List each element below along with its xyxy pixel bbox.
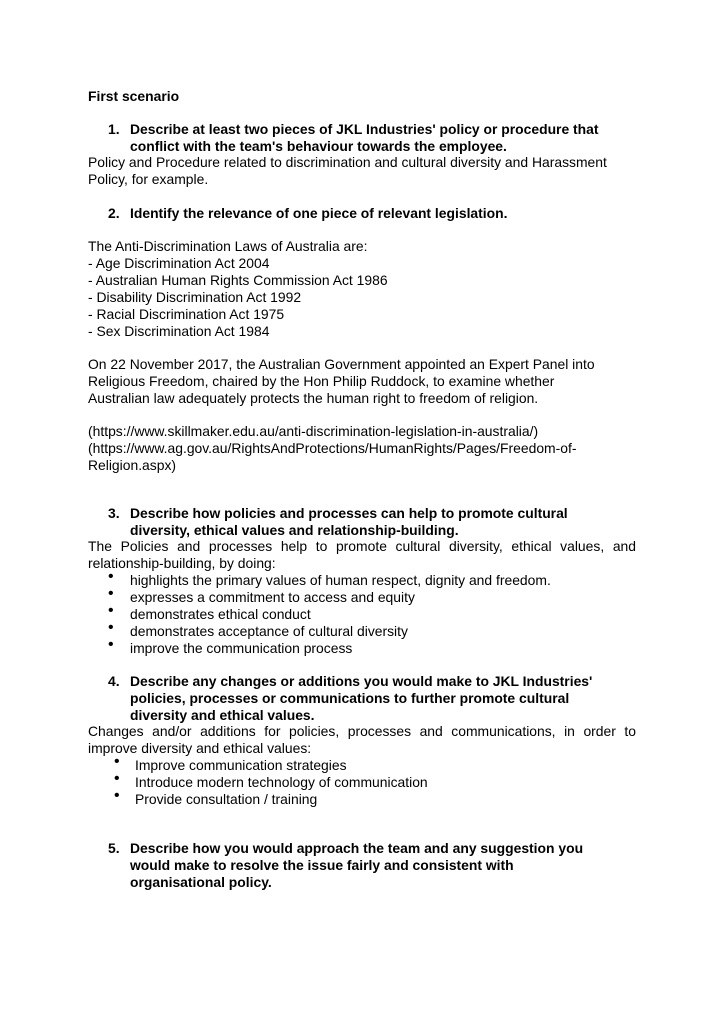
bullet-icon: • — [108, 636, 114, 653]
scenario-heading: First scenario — [88, 88, 180, 104]
list-item: - Australian Human Rights Commission Act 1986 — [88, 271, 388, 288]
answer-line: Changes and/or additions for policies, processes and communications, in order to — [88, 723, 636, 739]
question-line: policies, processes or communications to further promote cultural — [130, 689, 570, 706]
bullet-text: demonstrates acceptance of cultural diversity — [130, 623, 408, 639]
answer-line: improve diversity and ethical values: — [88, 739, 312, 756]
question-number: 2. — [108, 205, 120, 221]
question-line: would make to resolve the issue fairly and consistent with — [130, 856, 514, 873]
question-line: conflict with the team's behaviour towards the employee. — [130, 137, 507, 154]
answer-line: Policy and Procedure related to discrimination and cultural diversity and Harassment — [88, 154, 607, 170]
bullet-icon: • — [108, 585, 114, 602]
list-item: - Disability Discrimination Act 1992 — [88, 288, 302, 305]
answer-1 — [88, 154, 636, 188]
expert-panel-paragraph — [88, 356, 636, 407]
question-line: Describe any changes or additions you would make to JKL Industries' — [130, 673, 593, 689]
question-line: Describe how policies and processes can help to promote cultural — [130, 505, 568, 521]
legislation-list — [88, 238, 636, 339]
bullet-icon: • — [114, 753, 120, 770]
answer-line: relationship-building, by doing: — [88, 554, 276, 571]
references — [88, 423, 636, 474]
question-1 — [108, 121, 636, 155]
bullet-text: highlights the primary values of human respect, dignity and freedom. — [130, 572, 551, 588]
answer-line: Policy, for example. — [88, 170, 209, 187]
bullet-text: improve the communication process — [130, 640, 353, 656]
answer-4 — [88, 723, 636, 757]
question-line: diversity, ethical values and relationship-building. — [130, 521, 459, 538]
reference-line: (https://www.ag.gov.au/RightsAndProtections/HumanRights/Pages/Freedom-of- — [88, 439, 577, 456]
list-item: - Racial Discrimination Act 1975 — [88, 305, 285, 322]
question-number: 3. — [108, 505, 120, 521]
question-line: organisational policy. — [130, 873, 272, 890]
bullet-icon: • — [108, 602, 114, 619]
question-number: 4. — [108, 673, 120, 689]
question-2 — [108, 205, 636, 222]
paragraph-line: Religious Freedom, chaired by the Hon Philip Ruddock, to examine whether — [88, 372, 555, 389]
bullet-text: demonstrates ethical conduct — [130, 606, 311, 622]
question-3 — [108, 505, 636, 539]
bullet-icon: • — [108, 619, 114, 636]
bullet-icon: • — [114, 787, 120, 804]
question-5 — [108, 840, 636, 891]
question-4 — [108, 673, 636, 724]
question-number: 1. — [108, 121, 120, 137]
list-item: - Sex Discrimination Act 1984 — [88, 322, 270, 339]
bullet-text: Introduce modern technology of communication — [135, 774, 428, 790]
answer-3 — [88, 538, 636, 572]
question-number: 5. — [108, 840, 120, 856]
bullet-text: Improve communication strategies — [135, 757, 347, 773]
question-line: Describe at least two pieces of JKL Industries' policy or procedure that — [130, 121, 599, 137]
paragraph-line: Australian law adequately protects the human right to freedom of religion. — [88, 389, 539, 406]
reference-line: Religion.aspx) — [88, 456, 177, 473]
bullet-icon: • — [114, 770, 120, 787]
paragraph-line: On 22 November 2017, the Australian Government appointed an Expert Panel into — [88, 356, 595, 372]
list-intro: The Anti-Discrimination Laws of Australia are: — [88, 238, 368, 254]
reference-line: (https://www.skillmaker.edu.au/anti-discrimination-legislation-in-australia/) — [88, 423, 539, 439]
bullet-icon: • — [108, 568, 114, 585]
question-line: Describe how you would approach the team and any suggestion you — [130, 840, 584, 856]
question-line: diversity and ethical values. — [130, 706, 315, 723]
list-item: - Age Discrimination Act 2004 — [88, 254, 270, 271]
bullet-text: Provide consultation / training — [135, 791, 318, 807]
question-line: Identify the relevance of one piece of relevant legislation. — [130, 205, 508, 221]
bullet-text: expresses a commitment to access and equity — [130, 589, 415, 605]
answer-line: The Policies and processes help to promote cultural diversity, ethical values, and — [88, 538, 636, 554]
